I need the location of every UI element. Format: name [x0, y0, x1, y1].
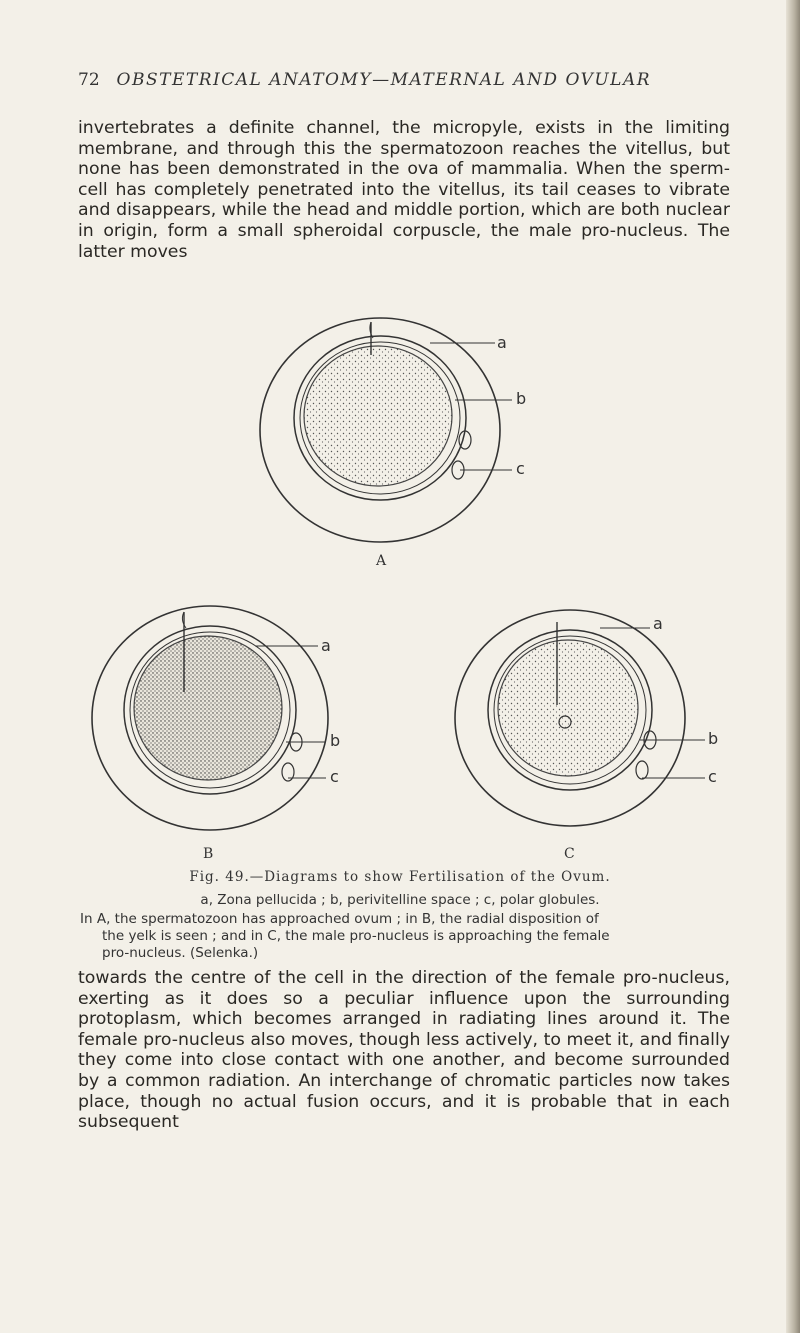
diagram-b-label: B — [203, 846, 214, 862]
diagram-a-marker-b: b — [516, 389, 527, 408]
figure-caption-text — [80, 911, 732, 962]
caption-line-1: In A, the spermatozoon has approached ovum ; in B, the radial disposition of — [80, 911, 599, 927]
figure-caption-key: a, Zona pellucida ; b, perivitelline space ; c, polar globules. — [200, 892, 600, 908]
diagram-a-marker-c: c — [516, 459, 525, 478]
body-paragraph-2: towards the centre of the cell in the direction of the female pro-nucleus, exerting as it does so a peculiar influence upon the surrounding protoplasm, which becomes arranged in radiating lines around it. The female pro-nucleus also moves, though less actively, to meet it, and finally they come into close contact with one another, and become surrounded by a common radiation. An interchange of chromatic particles now takes place, though no actual fusion occurs, and it is probable that in each subsequent — [78, 968, 730, 1133]
diagram-b-marker-c: c — [330, 767, 339, 786]
diagram-a — [260, 318, 512, 542]
diagram-a-label: A — [376, 553, 387, 569]
diagram-c-label: C — [564, 846, 575, 862]
figure-caption-title: Fig. 49.—Diagrams to show Fertilisation of the Ovum. — [189, 869, 611, 885]
diagram-c — [455, 610, 705, 826]
diagram-c-marker-b: b — [708, 729, 719, 748]
page-number: 72 — [78, 70, 100, 90]
diagram-b-marker-a: a — [321, 636, 331, 655]
diagram-a-marker-a: a — [497, 333, 507, 352]
diagram-c-marker-c: c — [708, 767, 717, 786]
caption-line-3: pro-nucleus. (Selenka.) — [102, 945, 259, 961]
caption-line-2: the yelk is seen ; and in C, the male pro-nucleus is approaching the female — [102, 928, 610, 944]
diagram-b-marker-b: b — [330, 731, 341, 750]
diagram-b — [92, 606, 328, 830]
running-title: OBSTETRICAL ANATOMY—MATERNAL AND OVULAR — [116, 70, 652, 90]
body-paragraph-1: invertebrates a definite channel, the micropyle, exists in the limiting membrane, and through this the spermatozoon reaches the vitellus, but none has been demonstrated in the ova of mammalia. When the sperm-cell has completely penetrated into the vitellus, its tail ceases to vibrate and disappears, while the head and middle portion, which are both nuclear in origin, form a small spheroidal corpuscle, the male pro-nucleus. The latter moves — [78, 118, 730, 262]
diagram-c-marker-a: a — [653, 614, 663, 633]
